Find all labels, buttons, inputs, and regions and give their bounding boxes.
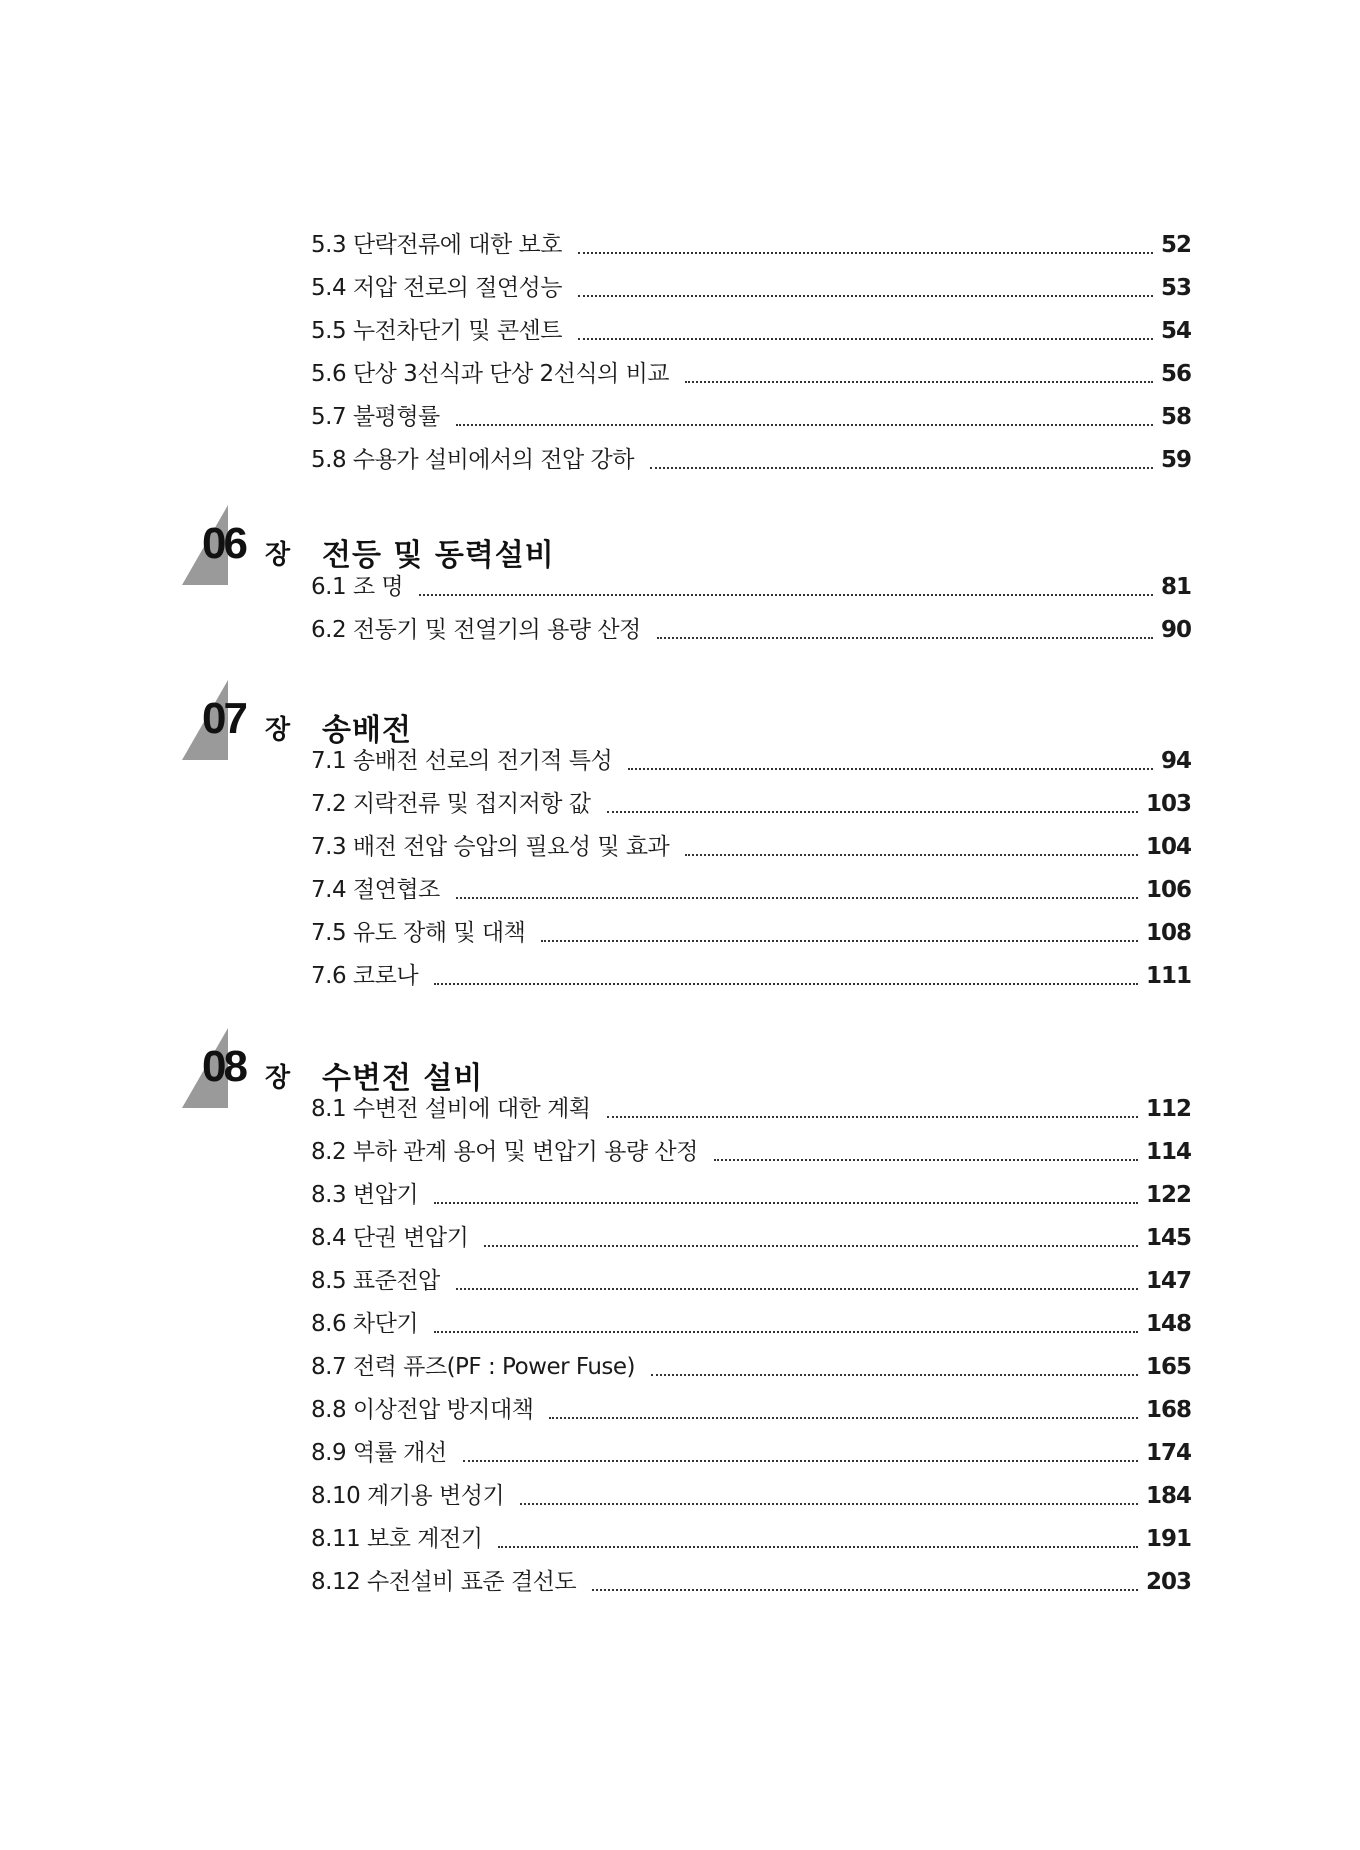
toc-entry-page: 174 xyxy=(1145,1440,1191,1466)
dot-leader xyxy=(651,1374,1138,1376)
toc-entry xyxy=(311,1174,1191,1217)
toc-entry-page: 52 xyxy=(1160,232,1191,258)
toc-entry-title: 8.10 계기용 변성기 xyxy=(311,1483,505,1509)
toc-entry xyxy=(311,396,1191,439)
toc-entry-title: 8.12 수전설비 표준 결선도 xyxy=(311,1569,577,1595)
toc-entry-title: 7.4 절연협조 xyxy=(311,877,440,903)
toc-entry xyxy=(311,826,1191,869)
chapter-title: 송배전 xyxy=(322,713,412,748)
toc-entry-page: 53 xyxy=(1160,275,1191,301)
toc-entry-title: 5.5 누전차단기 및 콘센트 xyxy=(311,318,562,344)
toc-entry xyxy=(311,912,1191,955)
chapter-unit-label: 장 xyxy=(265,715,291,745)
dot-leader xyxy=(541,940,1138,942)
toc-entry-title: 8.11 보호 계전기 xyxy=(311,1526,483,1552)
dot-leader xyxy=(714,1159,1138,1161)
chapter-number: 06 xyxy=(202,519,245,568)
dot-leader xyxy=(456,424,1153,426)
toc-entry-page: 122 xyxy=(1145,1182,1191,1208)
toc-entry-page: 114 xyxy=(1145,1139,1191,1165)
toc-entry-page: 145 xyxy=(1145,1225,1191,1251)
toc-entry-title: 7.6 코로나 xyxy=(311,963,419,989)
dot-leader xyxy=(628,768,1153,770)
toc-entry-page: 59 xyxy=(1160,447,1191,473)
toc-entry-page: 168 xyxy=(1145,1397,1191,1423)
toc-entry xyxy=(311,1217,1191,1260)
toc-entry-title: 5.3 단락전류에 대한 보호 xyxy=(311,232,562,258)
toc-entry-page: 58 xyxy=(1160,404,1191,430)
dot-leader xyxy=(685,854,1138,856)
toc-entry xyxy=(311,267,1191,310)
toc-entry xyxy=(311,353,1191,396)
toc-entry xyxy=(311,783,1191,826)
dot-leader xyxy=(419,594,1153,596)
dot-leader xyxy=(657,637,1153,639)
chapter-unit-label: 장 xyxy=(265,1063,291,1093)
toc-entry-page: 106 xyxy=(1145,877,1191,903)
toc-entry xyxy=(311,224,1191,267)
toc-entry-page: 90 xyxy=(1160,617,1191,643)
dot-leader xyxy=(484,1245,1138,1247)
chapter-number: 07 xyxy=(202,694,245,743)
chapter-5-entries xyxy=(311,224,1191,482)
dot-leader xyxy=(434,983,1138,985)
chapter-8-entries xyxy=(311,1088,1191,1604)
dot-leader xyxy=(685,381,1153,383)
toc-entry-title: 8.8 이상전압 방지대책 xyxy=(311,1397,534,1423)
toc-entry-page: 104 xyxy=(1145,834,1191,860)
toc-entry-page: 184 xyxy=(1145,1483,1191,1509)
toc-entry xyxy=(311,310,1191,353)
toc-entry xyxy=(311,740,1191,783)
toc-entry-title: 8.3 변압기 xyxy=(311,1182,419,1208)
dot-leader xyxy=(578,252,1153,254)
toc-entry-page: 56 xyxy=(1160,361,1191,387)
toc-entry-page: 148 xyxy=(1145,1311,1191,1337)
toc-entry-title: 8.9 역률 개선 xyxy=(311,1440,447,1466)
toc-entry-title: 7.1 송배전 선로의 전기적 특성 xyxy=(311,748,613,774)
toc-entry xyxy=(311,439,1191,482)
toc-entry-page: 147 xyxy=(1145,1268,1191,1294)
chapter-number: 08 xyxy=(202,1042,245,1091)
dot-leader xyxy=(434,1331,1138,1333)
toc-entry-page: 191 xyxy=(1145,1526,1191,1552)
toc-entry xyxy=(311,1303,1191,1346)
dot-leader xyxy=(592,1589,1138,1591)
toc-entry-title: 5.7 불평형률 xyxy=(311,404,440,430)
toc-entry xyxy=(311,869,1191,912)
dot-leader xyxy=(578,338,1153,340)
toc-entry-title: 8.2 부하 관계 용어 및 변압기 용량 산정 xyxy=(311,1139,698,1165)
toc-entry xyxy=(311,1561,1191,1604)
toc-entry-title: 5.6 단상 3선식과 단상 2선식의 비교 xyxy=(311,361,670,387)
toc-entry-title: 6.1 조 명 xyxy=(311,574,404,600)
toc-entry-page: 81 xyxy=(1160,574,1191,600)
toc-entry-page: 103 xyxy=(1145,791,1191,817)
toc-entry xyxy=(311,1432,1191,1475)
toc-entry xyxy=(311,1475,1191,1518)
toc-entry xyxy=(311,1346,1191,1389)
toc-entry-page: 94 xyxy=(1160,748,1191,774)
dot-leader xyxy=(463,1460,1138,1462)
toc-entry xyxy=(311,1518,1191,1561)
dot-leader xyxy=(650,467,1153,469)
dot-leader xyxy=(434,1202,1138,1204)
dot-leader xyxy=(578,295,1153,297)
toc-entry-page: 203 xyxy=(1145,1569,1191,1595)
toc-entry-title: 7.2 지락전류 및 접지저항 값 xyxy=(311,791,591,817)
toc-entry-page: 112 xyxy=(1145,1096,1191,1122)
chapter-7-entries xyxy=(311,740,1191,998)
toc-entry xyxy=(311,609,1191,652)
toc-entry-page: 54 xyxy=(1160,318,1191,344)
dot-leader xyxy=(607,1116,1138,1118)
toc-entry-title: 6.2 전동기 및 전열기의 용량 산정 xyxy=(311,617,641,643)
toc-entry-title: 5.4 저압 전로의 절연성능 xyxy=(311,275,562,301)
toc-entry-title: 8.7 전력 퓨즈(PF : Power Fuse) xyxy=(311,1354,636,1380)
toc-entry xyxy=(311,955,1191,998)
toc-entry xyxy=(311,1260,1191,1303)
toc-entry-title: 5.8 수용가 설비에서의 전압 강하 xyxy=(311,447,634,473)
toc-entry-title: 8.6 차단기 xyxy=(311,1311,419,1337)
toc-entry-title: 8.5 표준전압 xyxy=(311,1268,440,1294)
dot-leader xyxy=(520,1503,1138,1505)
toc-entry xyxy=(311,1131,1191,1174)
dot-leader xyxy=(456,897,1138,899)
toc-entry-title: 7.3 배전 전압 승압의 필요성 및 효과 xyxy=(311,834,670,860)
chapter-title: 전등 및 동력설비 xyxy=(322,538,555,573)
toc-entry-title: 8.4 단권 변압기 xyxy=(311,1225,469,1251)
toc-entry xyxy=(311,1088,1191,1131)
chapter-6-entries xyxy=(311,566,1191,652)
toc-entry xyxy=(311,566,1191,609)
toc-entry-title: 8.1 수변전 설비에 대한 계획 xyxy=(311,1096,591,1122)
dot-leader xyxy=(456,1288,1138,1290)
toc-entry xyxy=(311,1389,1191,1432)
toc-entry-title: 7.5 유도 장해 및 대책 xyxy=(311,920,526,946)
toc-entry-page: 111 xyxy=(1145,963,1191,989)
chapter-unit-label: 장 xyxy=(265,540,291,570)
chapter-title: 수변전 설비 xyxy=(322,1061,484,1096)
toc-entry-page: 108 xyxy=(1145,920,1191,946)
dot-leader xyxy=(549,1417,1138,1419)
dot-leader xyxy=(607,811,1138,813)
dot-leader xyxy=(498,1546,1138,1548)
toc-entry-page: 165 xyxy=(1145,1354,1191,1380)
